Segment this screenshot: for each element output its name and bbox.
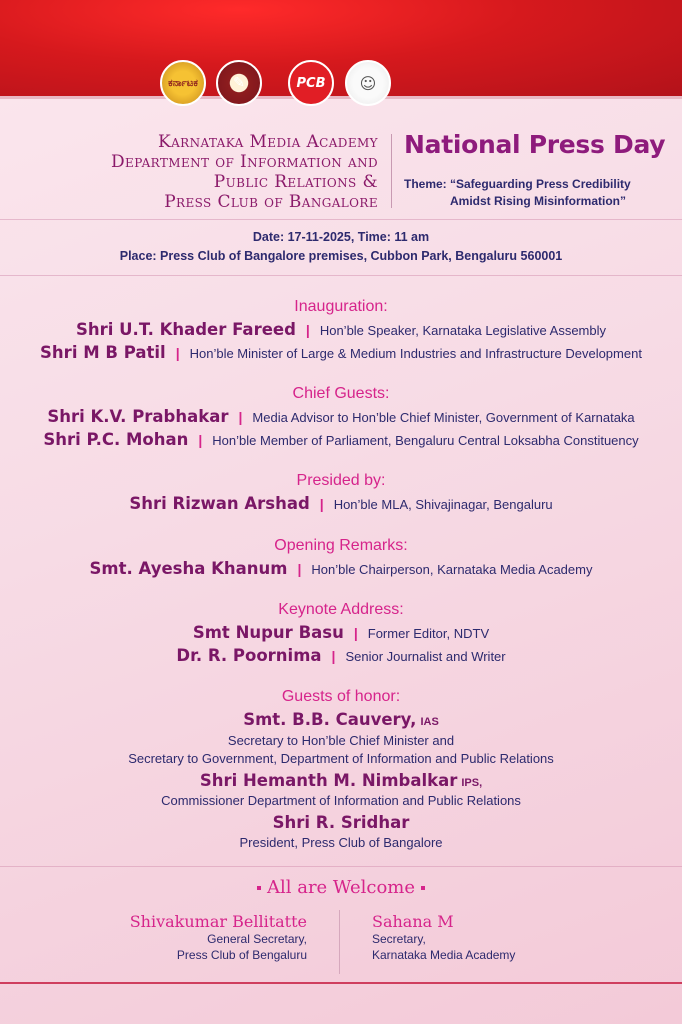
program-row: [0, 623, 682, 643]
gandhi-emblem-logo: ☺: [345, 60, 391, 106]
bullet-icon: [421, 886, 425, 890]
guest-name-row: [0, 771, 682, 791]
person-suffix: IAS: [420, 716, 439, 728]
person-name: Shri Rizwan Arshad: [129, 494, 310, 513]
signatory-name: Shivakumar Bellitatte: [129, 912, 307, 931]
organizer-line: Press Club of Bangalore: [164, 192, 378, 212]
bullet-icon: [257, 886, 261, 890]
person-role: Senior Journalist and Writer: [345, 649, 506, 664]
signatory-name: Sahana M: [372, 912, 454, 931]
organizer-line: Public Relations &: [213, 172, 378, 192]
separator: |: [305, 322, 310, 338]
signatory-left: [130, 912, 307, 963]
person-role: Hon’ble Speaker, Karnataka Legislative Assembly: [319, 323, 606, 338]
section-heading-chief-guests: Chief Guests:: [292, 385, 390, 402]
header-divider: [391, 134, 392, 208]
person-role: Commissioner Department of Information and Public Relations: [161, 793, 521, 808]
program-row: [0, 559, 682, 579]
divider: [0, 866, 682, 867]
program-row: [0, 646, 682, 666]
divider: [0, 219, 682, 220]
separator: |: [175, 345, 180, 361]
separator: |: [319, 496, 324, 512]
person-role: Hon’ble MLA, Shivajinagar, Bengaluru: [333, 497, 553, 512]
section-heading-opening: Opening Remarks:: [274, 537, 408, 554]
person-role: Former Editor, NDTV: [367, 626, 490, 641]
welcome-text: [0, 877, 682, 898]
signatory-role: Secretary,: [372, 932, 426, 946]
person-role: Hon’ble Member of Parliament, Bengaluru Central Loksabha Constituency: [212, 433, 639, 448]
signatory-right: [372, 912, 515, 963]
separator: |: [331, 648, 336, 664]
person-name: Shri M B Patil: [40, 343, 166, 362]
event-theme: [404, 176, 631, 210]
organizer-block: [111, 132, 378, 212]
divider: [0, 275, 682, 276]
person-role: Hon’ble Chairperson, Karnataka Media Academy: [311, 562, 593, 577]
separator: |: [238, 409, 243, 425]
person-name: Shri K.V. Prabhakar: [47, 407, 229, 426]
person-name: Dr. R. Poornima: [176, 646, 322, 665]
person-role: Hon’ble Minister of Large & Medium Industries and Infrastructure Development: [189, 346, 642, 361]
section-heading-inauguration: Inauguration:: [294, 298, 388, 315]
theme-line: Theme: “Safeguarding Press Credibility: [404, 177, 631, 191]
person-name: Shri Hemanth M. Nimbalkar: [199, 771, 458, 790]
logo-strip: [0, 60, 682, 112]
signatory-role: Press Club of Bengaluru: [176, 948, 307, 962]
person-role: Secretary to Hon’ble Chief Minister and: [227, 733, 455, 748]
separator: |: [198, 432, 203, 448]
theme-line: Amidst Rising Misinformation”: [450, 194, 627, 208]
program-row: [0, 407, 682, 427]
person-name: Shri U.T. Khader Fareed: [75, 320, 296, 339]
separator: |: [353, 625, 358, 641]
guest-name-row: [0, 710, 682, 730]
event-datetime: Date: 17-11-2025, Time: 11 am: [252, 230, 430, 244]
person-role: President, Press Club of Bangalore: [239, 835, 443, 850]
organizer-line: Karnataka Media Academy: [158, 132, 378, 152]
person-suffix: IPS,: [461, 777, 483, 789]
program-row: [0, 430, 682, 450]
separator: |: [297, 561, 302, 577]
event-title: National Press Day: [404, 130, 666, 159]
person-name: Shri R. Sridhar: [272, 813, 410, 832]
program-row: [0, 494, 682, 514]
person-name: Smt. B.B. Cauvery,: [243, 710, 417, 729]
guest-name-row: [0, 813, 682, 833]
program-row: [0, 343, 682, 363]
section-heading-presided: Presided by:: [296, 472, 386, 489]
press-club-logo: PCB: [288, 60, 334, 106]
event-place: Place: Press Club of Bangalore premises, Cubbon Park, Bengaluru 560001: [119, 249, 563, 263]
footer-rule: [0, 982, 682, 984]
person-name: Smt. Ayesha Khanum: [89, 559, 288, 578]
program-row: [0, 320, 682, 340]
section-heading-guests-of-honor: Guests of honor:: [281, 688, 401, 705]
welcome-label: All are Welcome: [266, 877, 416, 898]
person-name: Smt Nupur Basu: [192, 623, 344, 642]
media-academy-logo: ✎: [216, 60, 262, 106]
signatory-divider: [339, 910, 340, 974]
organizer-line: Department of Information and: [111, 152, 378, 172]
person-role: Media Advisor to Hon’ble Chief Minister, Government of Karnataka: [252, 410, 635, 425]
signatory-role: Karnataka Media Academy: [372, 948, 516, 962]
signatory-role: General Secretary,: [207, 932, 307, 946]
karnataka-emblem-logo: ಕರ್ನಾಟಕ: [160, 60, 206, 106]
section-heading-keynote: Keynote Address:: [278, 601, 404, 618]
person-name: Shri P.C. Mohan: [43, 430, 189, 449]
person-role: Secretary to Government, Department of Information and Public Relations: [128, 751, 554, 766]
